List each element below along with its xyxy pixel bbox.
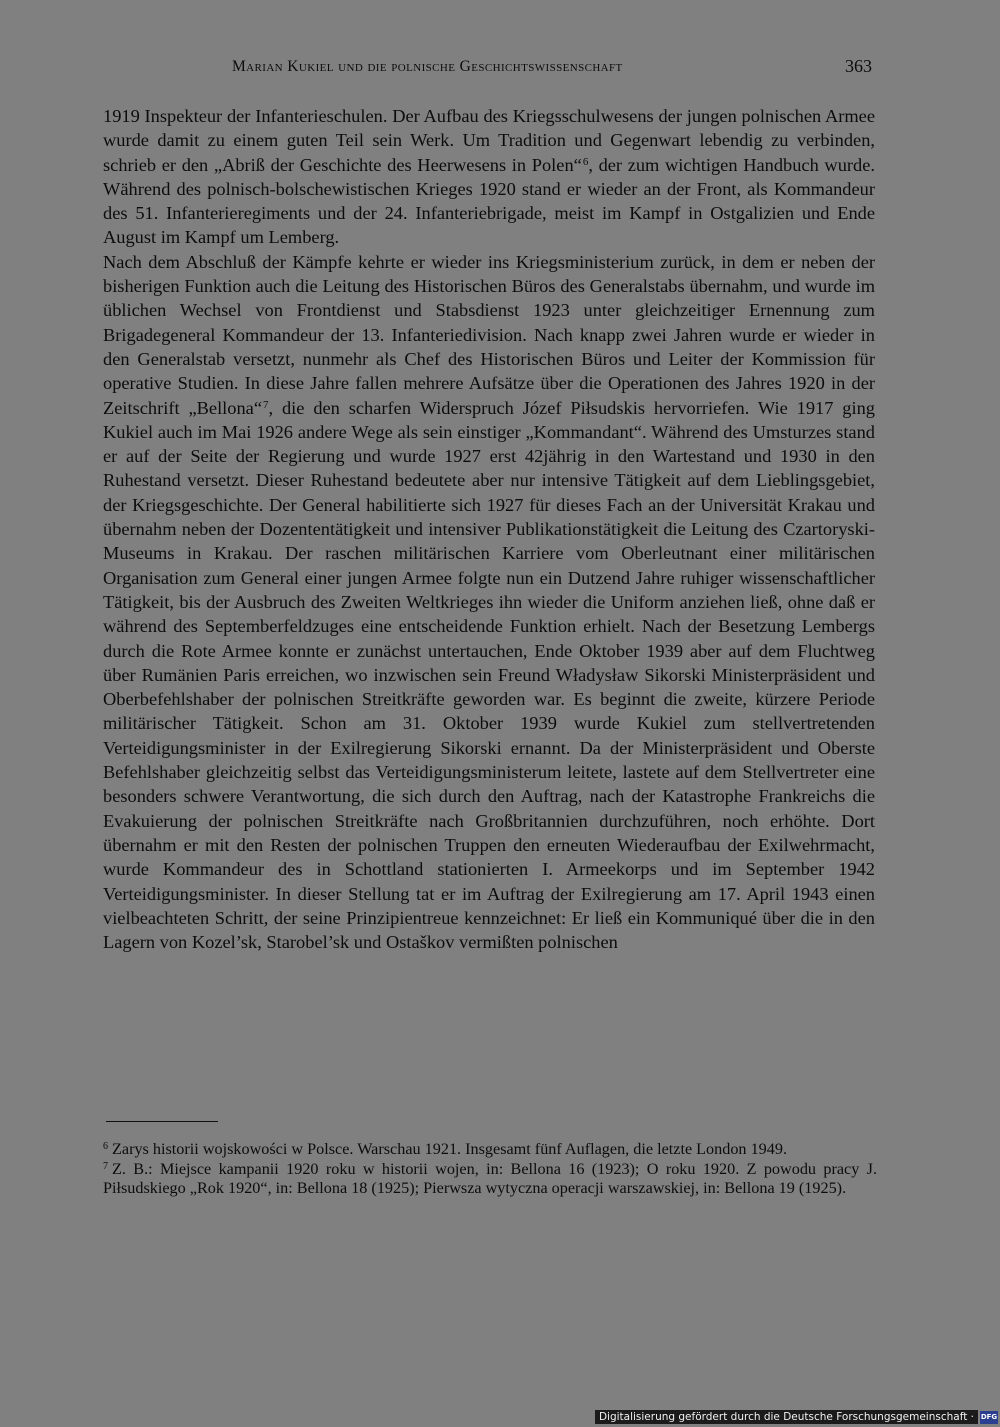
running-head: Marian Kukiel und die polnische Geschichtswissenschaft bbox=[232, 58, 623, 75]
footnote-ref-7: 7 bbox=[263, 398, 269, 411]
paragraph-2-part-b: , die den scharfen Widerspruch Józef Piłsudskis hervorriefen. Wie 1917 ging Kukiel auch im Mai 1926 andere Wege als sein einstiger „Kommandant“. Während des Umsturzes stand er auf der Seite der Regierung und wurde 1927 erst 42jährig in den Wartestand und 1930 in den Ruhestand versetzt. Dieser Ruhestand bedeutete aber nur intensive Tätigkeit auf dem Lieblingsgebiet, der Kriegsgeschichte. Der General habilitierte sich 1927 für dieses Fach an der Universität Krakau und übernahm neben der Dozententätigkeit und intensiver Publikationstätigkeit die Leitung des Czartoryski-Museums in Krakau. Der raschen militärischen Karriere vom Oberleutnant einer militärischen Organisation zum General einer jungen Armee folgte nun ein Dutzend Jahre ruhiger wissenschaftlicher Tätigkeit, bis der Ausbruch des Zweiten Weltkrieges ihn wieder die Uniform anziehen ließ, ohne daß er während des Septemberfeldzuges eine entscheidende Funktion erhielt. Nach der Besetzung Lembergs durch die Rote Armee konnte er zunächst untertauchen, Ende Oktober 1939 aber auf dem Fluchtweg über Rumänien Paris erreichen, wo inzwischen sein Freund Władysław Sikorski Ministerpräsident und Oberbefehlshaber der polnischen Streitkräfte geworden war. Es beginnt die zweite, kürzere Periode militärischer Tätigkeit. Schon am 31. Oktober 1939 wurde Kukiel zum stellvertretenden Verteidigungsminister in der Exilregierung Sikorski ernannt. Da der Ministerpräsident und Oberste Befehlshaber gleichzeitig selbst das Verteidigungsministerum leitete, lastete auf dem Stellvertreter eine besonders schwere Verantwortung, die sich durch den Auftrag, nach der Katastrophe Frankreichs die Evakuierung der polnischen Streitkräfte nach Großbritannien durchzuführen, noch erhöhte. Dort übernahm er mit den Resten der polnischen Truppen den erneuten Wiederaufbau der Exilwehrmacht, wurde Kommandeur des in Schottland stationierten I. Armeekorps und im September 1942 Verteidigungsminister. In dieser Stellung tat er im Auftrag der Exilregierung am 17. April 1943 einen vielbeachteten Schritt, der seine Prinzipientreue kennzeichnet: Er ließ ein Kommuniqué über die in den Lagern von Kozel’sk, Starobel’sk und Ostaškov vermißten polnischen bbox=[103, 397, 875, 953]
paragraph-1-part-a: 1919 Inspekteur der Infanterieschulen. Der Aufbau des Kriegsschulwesens der jungen polnischen Armee wurde damit zu einem guten Teil sein Werk. Um Tradition und Gegenwart lebendig zu verbinden, schrieb er den „Abriß der Geschichte des Heerwesens in Polen“ bbox=[103, 106, 875, 175]
paragraph-2 bbox=[103, 250, 875, 955]
footnotes bbox=[103, 1140, 877, 1199]
footnote-6-text: Zarys historii wojskowości w Polsce. Warschau 1921. Insgesamt fünf Auflagen, die letzte London 1949. bbox=[112, 1140, 787, 1158]
footnote-6 bbox=[103, 1140, 877, 1160]
page-number: 363 bbox=[845, 56, 872, 76]
footnote-rule bbox=[106, 1121, 218, 1122]
footnote-7-text: Z. B.: Miejsce kampanii 1920 roku w historii wojen, in: Bellona 16 (1923); O roku 1920. Z powodu pracy J. Piłsudskiego „Rok 1920“, in: Bellona 18 (1925); Pierwsza wytyczna operacji warszawskiej, in: Bellona 19 (1925). bbox=[103, 1159, 877, 1197]
footnote-7 bbox=[103, 1160, 877, 1199]
footnote-6-mark: 6 bbox=[103, 1141, 108, 1152]
dfg-logo-icon: DFG bbox=[980, 1411, 998, 1424]
digitization-credit: Digitalisierung gefördert durch die Deutsche Forschungsgemeinschaft · bbox=[595, 1410, 978, 1424]
paragraph-2-part-a: Nach dem Abschluß der Kämpfe kehrte er wieder ins Kriegsministerium zurück, in dem er neben der bisherigen Funktion auch die Leitung des Historischen Büros des Generalstabs übernahm, und wurde im üblichen Wechsel von Frontdienst und Stabsdienst 1923 unter gleichzeitiger Ernennung zum Brigadegeneral Kommandeur der 13. Infanteriedivision. Nach knapp zwei Jahren wurde er wieder in den Generalstab versetzt, nunmehr als Chef des Historischen Büros und Leiter der Kommission für operative Studien. In diese Jahre fallen mehrere Aufsätze über die Operationen des Jahres 1920 in der Zeitschrift „Bellona“ bbox=[103, 251, 875, 418]
main-text bbox=[103, 104, 875, 954]
footnote-ref-6: 6 bbox=[582, 155, 589, 168]
paragraph-1-part-b: , der zum wichtigen Handbuch wurde. Während des polnisch-bolschewistischen Krieges 1920 stand er wieder an der Front, als Kommandeur des 51. Infanterieregiments und der 24. Infanteriebrigade, meist im Kampf in Ostgalizien und Ende August im Kampf um Lemberg. bbox=[103, 154, 875, 248]
footnote-7-mark: 7 bbox=[103, 1160, 108, 1172]
paragraph-1 bbox=[103, 104, 875, 250]
